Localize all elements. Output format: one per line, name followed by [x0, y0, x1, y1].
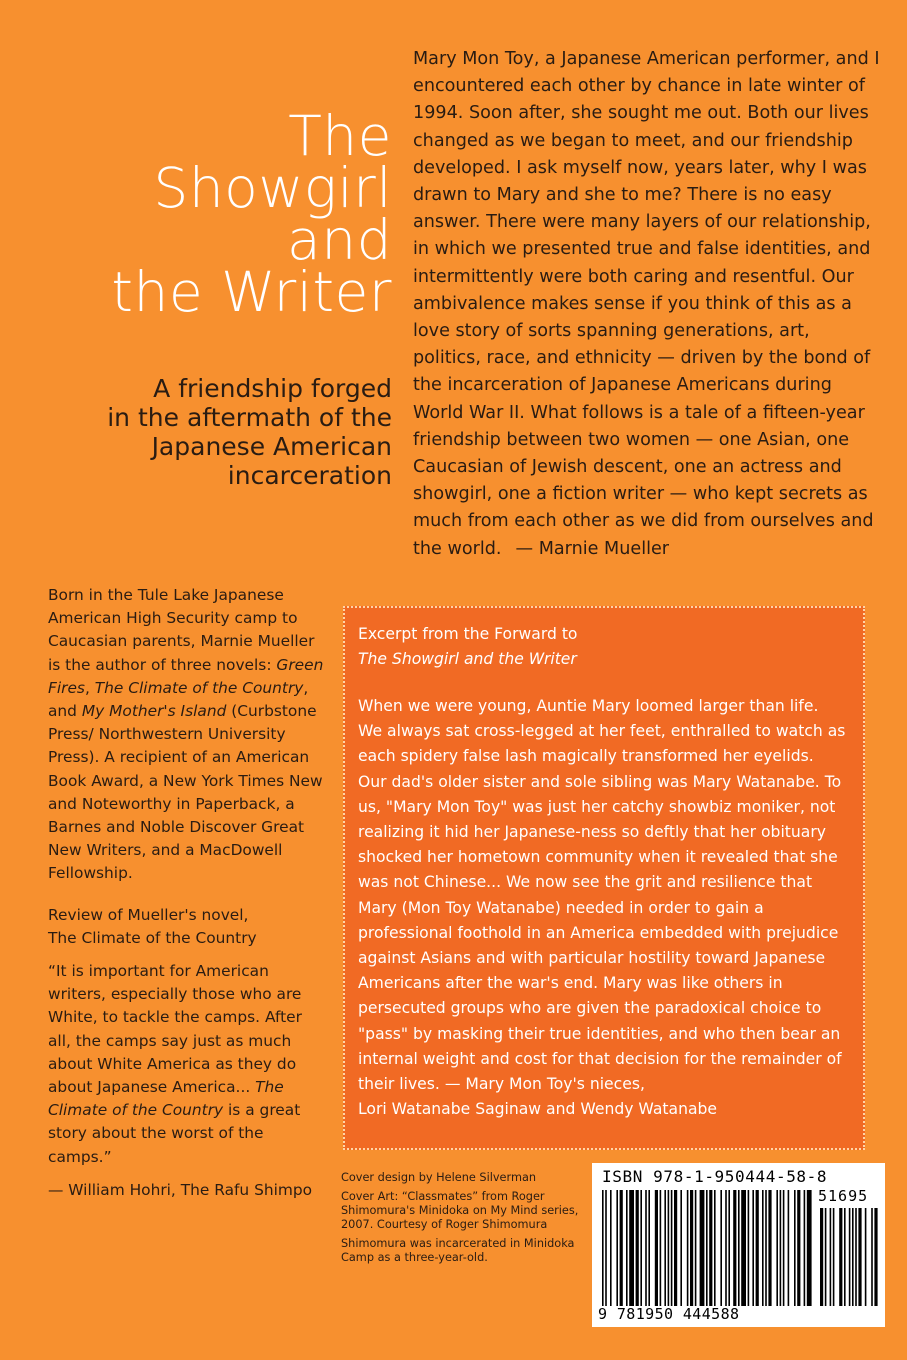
bio-separator: , — [84, 678, 95, 697]
addon-bar — [849, 1208, 851, 1306]
artist-note: Shimomura was incarcerated in Minidoka Camp as a three-year-old. — [341, 1237, 575, 1264]
barcode-bar — [640, 1190, 642, 1306]
barcode-bar — [610, 1190, 612, 1306]
title-line: The — [288, 104, 392, 168]
barcode-bar — [783, 1190, 785, 1306]
barcode-bar — [602, 1190, 604, 1306]
barcode-bar — [728, 1190, 730, 1306]
barcode-bar — [687, 1190, 689, 1306]
barcode-bar — [765, 1190, 767, 1306]
excerpt-box — [343, 606, 865, 1150]
subtitle-line: Japanese American — [151, 432, 392, 461]
barcode-bar — [788, 1190, 790, 1306]
book-subtitle — [30, 374, 392, 490]
barcode-bar — [664, 1190, 666, 1306]
subtitle-line: in the aftermath of the — [107, 403, 392, 432]
barcode-bar — [620, 1190, 623, 1306]
excerpt-and: and — [546, 1100, 576, 1119]
barcode-bar — [776, 1190, 778, 1306]
addon-bar — [839, 1208, 842, 1306]
barcode-bar — [748, 1190, 750, 1306]
addon-bar — [855, 1208, 857, 1306]
addon-bar — [844, 1208, 846, 1306]
barcode-bar — [626, 1190, 628, 1306]
novel-title: Green Fires — [48, 655, 324, 697]
ean-number: 9 781950 444588 — [598, 1305, 740, 1323]
author-bio — [48, 584, 328, 886]
addon-bar — [858, 1208, 861, 1306]
excerpt-heading-text: Excerpt from the Forward to — [358, 625, 578, 643]
barcode-bar — [720, 1190, 722, 1306]
barcode-bar — [807, 1190, 812, 1306]
addon-bar — [865, 1208, 867, 1306]
barcode-bar — [709, 1190, 712, 1306]
barcode-bar — [616, 1190, 618, 1306]
subtitle-line: incarceration — [227, 461, 392, 490]
art-credit: Cover Art: “Classmates” from Roger Shimomura's Minidoka on My Mind series, 2007. Courtesy of Roger Shimomura — [341, 1190, 579, 1231]
price-addon-number: 51695 — [818, 1187, 869, 1205]
barcode-bar — [714, 1190, 716, 1306]
title-line: and — [287, 208, 392, 272]
barcode-bar — [680, 1190, 682, 1306]
bio-text: Born in the Tule Lake Japanese American High Security camp to Caucasian parents, Marnie Mueller is the author of three novels: — [48, 586, 315, 674]
barcode-bar — [768, 1190, 771, 1306]
addon-bar — [852, 1208, 854, 1306]
barcode-bar — [733, 1190, 736, 1306]
quote-text: is a great story about the worst of the camps.” — [48, 1101, 301, 1166]
barcode-bar — [660, 1190, 662, 1306]
barcode-bar — [695, 1190, 697, 1306]
intro-author: — Marnie Mueller — [515, 538, 670, 559]
title-line: Showgirl — [153, 156, 392, 220]
barcode-bars-icon — [600, 1190, 880, 1306]
barcode-bar — [605, 1190, 607, 1306]
barcode-bar — [668, 1190, 670, 1306]
barcode-bar — [738, 1190, 740, 1306]
barcode-bar — [725, 1190, 727, 1306]
barcode-bar — [645, 1190, 647, 1306]
isbn-barcode — [592, 1163, 885, 1327]
barcode-bar — [671, 1190, 673, 1306]
addon-bar — [833, 1208, 835, 1306]
barcode-bar — [797, 1190, 800, 1306]
barcode-bar — [762, 1190, 764, 1306]
niece-name: Wendy Watanabe — [580, 1100, 718, 1119]
novel-title: The Climate of the Country — [94, 678, 304, 697]
excerpt-attribution: — Mary Mon Toy's nieces, — [444, 1075, 645, 1094]
intro-paragraph — [413, 46, 883, 563]
review-heading-text: Review of Mueller's novel, — [48, 905, 249, 924]
author-bio-column — [48, 584, 328, 1202]
review-heading — [48, 904, 328, 950]
barcode-bar — [752, 1190, 754, 1306]
excerpt-text: When we were young, Auntie Mary loomed larger than life. We always sat cross-legged at her feet, enthralled to watch as each spidery false lash magically transformed her eyelids. Our dad's older sister and sole sibling was Mary Watanabe. To us, "Mary Mon Toy" was just her catchy showbiz moniker, not realizing it hid her Japanese-ness so deftly that her obituary shocked her hometown community when it revealed that she was not Chinese... We now see the grit and resilience that Mary (Mon Toy Watanabe) needed in order to gain a professional foothold in an America embedded with prejudice against Asians and with particular hostility toward Japanese Americans after the war's end. Mary was like others in persecuted groups who are given the paradoxical choice to "pass" by masking their true identities, and who then bear an internal weight and cost for that decision for the remainder of their lives. — [358, 697, 846, 1094]
barcode-bar — [674, 1190, 677, 1306]
barcode-bar — [741, 1190, 746, 1306]
barcode-bar — [690, 1190, 693, 1306]
review-attribution: — William Hohri, The Rafu Shimpo — [48, 1180, 313, 1199]
review-quote — [48, 960, 328, 1169]
barcode-bar — [629, 1190, 634, 1306]
book-title — [30, 104, 392, 324]
quote-text: “It is important for American writers, especially those who are White, to tackle the camps. After all, the camps say just as much about White America as they do about Japanese America... — [48, 962, 302, 1097]
addon-bar — [830, 1208, 832, 1306]
barcode-bar — [706, 1190, 708, 1306]
addon-bar — [874, 1208, 877, 1306]
barcode-bar — [794, 1190, 796, 1306]
barcode-bar — [655, 1190, 658, 1306]
addon-bar — [871, 1208, 873, 1306]
barcode-bar — [804, 1190, 806, 1306]
cover-credits — [341, 1171, 591, 1270]
title-line: the Writer — [111, 260, 392, 324]
bio-text: (Curbstone Press/ Northwestern University Press). A recipient of an American Book Award, a New York Times New and Noteworthy in Paperback, a Barnes and Noble Discover Great New Writers, and a MacDowell Fellowship. — [48, 702, 323, 883]
barcode-bar — [756, 1190, 759, 1306]
niece-name: Lori Watanabe Saginaw — [358, 1100, 542, 1119]
barcode-bar — [636, 1190, 639, 1306]
barcode-bar — [648, 1190, 650, 1306]
excerpt-heading — [358, 622, 847, 672]
novel-title: My Mother's Island — [81, 702, 227, 721]
intro-text: Mary Mon Toy, a Japanese American performer, and I encountered each other by chance in late winter of 1994. Soon after, she sought me out. Both our lives changed as we began to meet, and our friendship developed. I ask myself now, years later, why I was drawn to Mary and she to me? There is no easy answer. There were many layers of our relationship, in which we presented true and false identities, and intermittently were both caring and resentful. Our ambivalence makes sense if you think of this as a love story of sorts spanning generations, art, politics, race, and ethnicity — driven by the bond of the incarceration of Japanese Americans during World War II. What follows is a tale of a fifteen-year friendship between two women — one Asian, one Caucasian of Jewish descent, one an actress and showgirl, one a fiction writer — who kept secrets as much from each other as we did from ourselves and the world. — [413, 49, 880, 559]
addon-bar — [825, 1208, 827, 1306]
isbn-number: ISBN 978-1-950444-58-8 — [602, 1167, 828, 1186]
bio-separator: , and — [48, 678, 309, 721]
review-book-title: The Climate of the Country — [48, 928, 257, 947]
subtitle-line: A friendship forged — [153, 374, 392, 403]
barcode-bar — [700, 1190, 705, 1306]
quote-book-title: The Climate of the Country — [48, 1078, 284, 1120]
excerpt-book-title: The Showgirl and the Writer — [358, 650, 577, 668]
design-credit: Cover design by Helene Silverman — [341, 1171, 537, 1184]
barcode-bar — [780, 1190, 782, 1306]
addon-bar — [820, 1208, 823, 1306]
excerpt-body — [358, 694, 847, 1122]
